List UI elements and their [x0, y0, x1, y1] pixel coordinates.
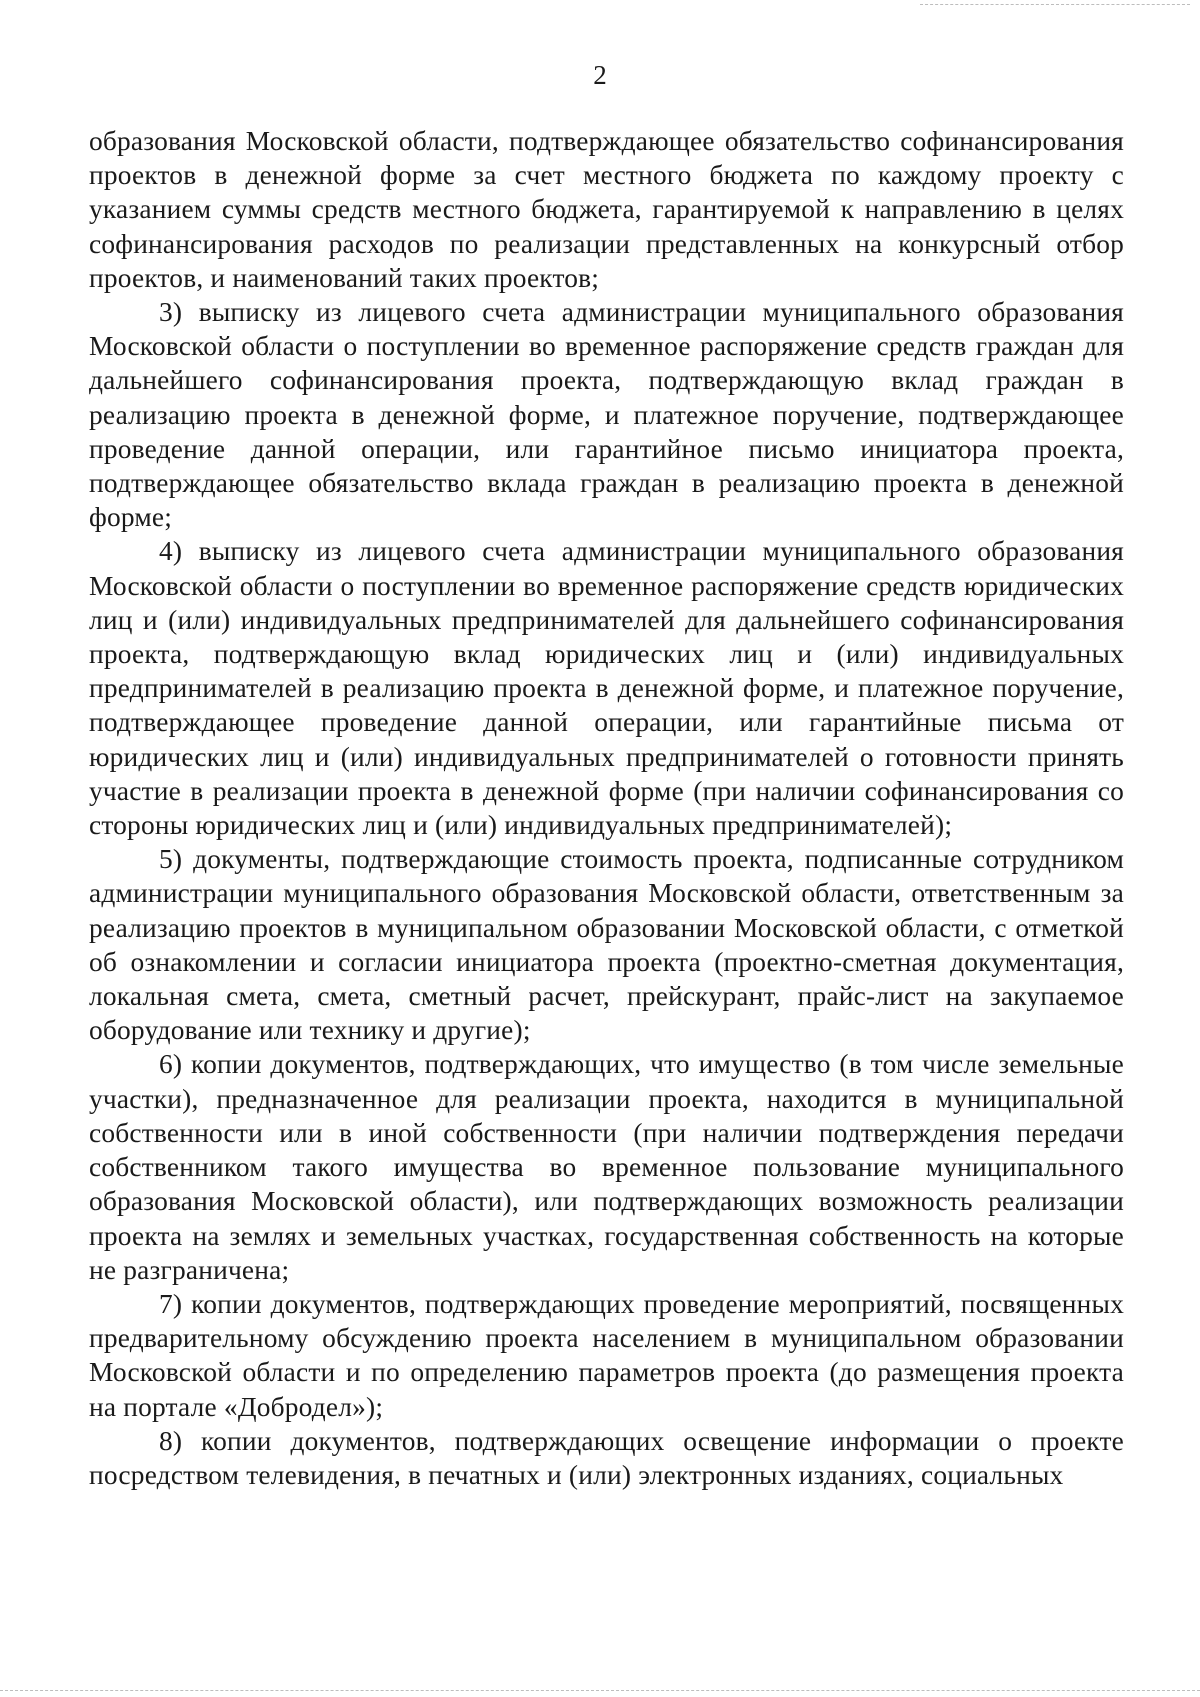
paragraph-item-5: 5) документы, подтверждающие стоимость проекта, подписанные сотрудником администрации муниципального образования Московской области, ответственным за реализацию проектов в муниципальном образовании Московской области, с отметкой об ознакомлении и согласии инициатора проекта (проектно-сметная документация, локальная смета, смета, сметный расчет, прейскурант, прайс-лист на закупаемое оборудование или технику и другие);	[89, 844, 1124, 1046]
paragraph-item-3: 3) выписку из лицевого счета администрации муниципального образования Московской области о поступлении во временное распоряжение средств граждан для дальнейшего софинансирования проекта, подтверждающую вклад граждан в реализацию проекта в денежной форме, и платежное поручение, подтверждающее проведение данной операции, или гарантийное письмо инициатора проекта, подтверждающее обязательство вклада граждан в реализацию проекта в денежной форме;	[89, 297, 1124, 533]
paragraph-item-6: 6) копии документов, подтверждающих, что имущество (в том числе земельные участки), предназначенное для реализации проекта, находится в муниципальной собственности или в иной собственности (при наличии подтверждения передачи собственником такого имущества во временное пользование муниципального образования Московской области), или подтверждающих возможность реализации проекта на землях и земельных участках, государственная собственность на которые не разграничена;	[89, 1049, 1124, 1285]
page-number: 2	[593, 60, 607, 90]
document-body	[89, 124, 1124, 1492]
paragraph-continuation: образования Московской области, подтверждающее обязательство софинансирования проектов в денежной форме за счет местного бюджета по каждому проекту с указанием суммы средств местного бюджета, гарантируемой к направлению в целях софинансирования расходов по реализации представленных на конкурсный отбор проектов, и наименований таких проектов;	[89, 126, 1124, 293]
scan-artifact-line-top	[920, 4, 1190, 5]
paragraph-item-4: 4) выписку из лицевого счета администрации муниципального образования Московской области о поступлении во временное распоряжение средств юридических лиц и (или) индивидуальных предпринимателей для дальнейшего софинансирования проекта, подтверждающую вклад юридических лиц и (или) индивидуальных предпринимателей в реализацию проекта в денежной форме, и платежное поручение, подтверждающее проведение данной операции, или гарантийные письма от юридических лиц и (или) индивидуальных предпринимателей о готовности принять участие в реализации проекта в денежной форме (при наличии софинансирования со стороны юридических лиц и (или) индивидуальных предпринимателей);	[89, 536, 1124, 841]
paragraph-item-8: 8) копии документов, подтверждающих освещение информации о проекте посредством телевидения, в печатных и (или) электронных изданиях, социальных	[89, 1425, 1124, 1490]
scan-artifact-line-bottom	[0, 1690, 1200, 1691]
paragraph-item-7: 7) копии документов, подтверждающих проведение мероприятий, посвященных предварительному обсуждению проекта населением в муниципальном образовании Московской области и по определению параметров проекта (до размещения проекта на портале «Добродел»);	[89, 1288, 1124, 1422]
